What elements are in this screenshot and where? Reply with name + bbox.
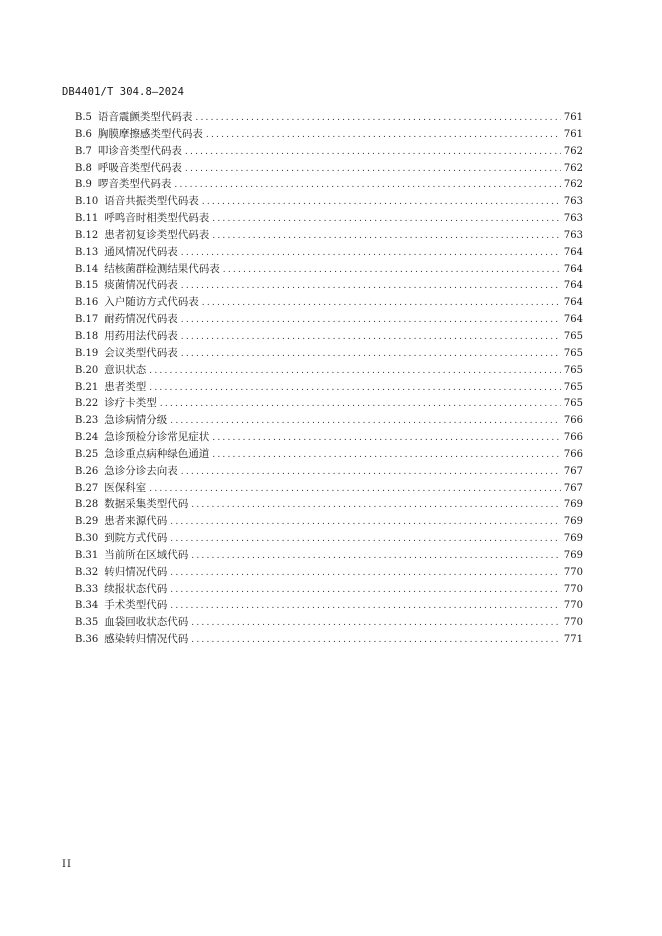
- toc-leader-dots: [212, 450, 561, 460]
- toc-entry-title: 到院方式代码: [104, 532, 168, 545]
- toc-entry-number: B.31: [75, 549, 99, 561]
- toc-entry-number: B.24: [75, 432, 99, 444]
- toc-entry-number: B.13: [75, 246, 99, 258]
- toc-entry[interactable]: [75, 176, 583, 193]
- toc-leader-dots: [191, 618, 561, 628]
- toc-entry-number: B.34: [75, 600, 99, 612]
- toc-entry-number: B.15: [75, 280, 99, 292]
- toc-leader-dots: [174, 180, 561, 190]
- table-of-contents: [75, 109, 583, 648]
- toc-entry[interactable]: [75, 597, 583, 614]
- toc-entry[interactable]: [75, 244, 583, 261]
- toc-entry-number: B.35: [75, 617, 99, 629]
- toc-entry[interactable]: [75, 345, 583, 362]
- toc-entry[interactable]: [75, 294, 583, 311]
- toc-entry[interactable]: [75, 496, 583, 513]
- toc-entry[interactable]: [75, 328, 583, 345]
- toc-entry-number: B.22: [75, 398, 99, 410]
- toc-entry[interactable]: [75, 614, 583, 631]
- toc-entry-title: 急诊病情分级: [104, 414, 168, 427]
- toc-entry-title: 诊疗卡类型: [104, 397, 157, 410]
- toc-entry-title: 结核菌群检测结果代码表: [104, 262, 220, 275]
- toc-entry-page: 763: [563, 213, 583, 225]
- toc-leader-dots: [170, 585, 561, 595]
- toc-entry[interactable]: [75, 210, 583, 227]
- toc-entry-page: 770: [563, 566, 583, 578]
- toc-entry-number: B.23: [75, 415, 99, 427]
- toc-entry-number: B.33: [75, 583, 99, 595]
- toc-leader-dots: [170, 517, 561, 527]
- toc-entry-number: B.29: [75, 516, 99, 528]
- toc-entry-page: 763: [563, 229, 583, 241]
- toc-entry-title: 急诊重点病种绿色通道: [104, 447, 210, 460]
- toc-entry-page: 765: [563, 398, 583, 410]
- toc-entry-title: 耐药情况代码表: [104, 313, 178, 326]
- toc-entry-page: 767: [563, 482, 583, 494]
- toc-entry[interactable]: [75, 412, 583, 429]
- toc-entry-page: 762: [563, 145, 583, 157]
- toc-entry-title: 啰音类型代码表: [97, 178, 172, 191]
- toc-leader-dots: [149, 366, 561, 376]
- toc-entry-page: 765: [563, 381, 583, 393]
- toc-leader-dots: [195, 113, 561, 123]
- toc-entry[interactable]: [75, 143, 583, 160]
- toc-entry-title: 通风情况代码表: [104, 245, 178, 258]
- toc-entry-number: B.18: [75, 330, 99, 342]
- toc-entry-page: 761: [563, 112, 583, 123]
- toc-entry-number: B.28: [75, 499, 99, 511]
- toc-entry-page: 769: [563, 549, 583, 561]
- document-standard-number: DB4401/T 304.8—2024: [62, 86, 185, 98]
- toc-entry-number: B.20: [75, 364, 99, 376]
- toc-entry[interactable]: [75, 109, 583, 126]
- toc-entry-page: 762: [563, 162, 583, 174]
- toc-leader-dots: [223, 265, 561, 275]
- toc-entry-title: 数据采集类型代码: [104, 498, 189, 511]
- toc-entry-title: 用药用法代码表: [104, 329, 178, 342]
- toc-entry[interactable]: [75, 547, 583, 564]
- toc-entry-page: 765: [563, 347, 583, 359]
- toc-entry-number: B.7: [75, 145, 92, 157]
- toc-entry-page: 764: [563, 246, 583, 258]
- toc-entry[interactable]: [75, 362, 583, 379]
- toc-entry-page: 764: [563, 280, 583, 292]
- toc-entry-page: 763: [563, 196, 583, 208]
- toc-entry[interactable]: [75, 379, 583, 396]
- toc-leader-dots: [181, 315, 561, 325]
- toc-leader-dots: [191, 635, 561, 645]
- toc-leader-dots: [170, 416, 561, 426]
- toc-entry[interactable]: [75, 395, 583, 412]
- toc-leader-dots: [181, 248, 561, 258]
- toc-entry-title: 患者初复诊类型代码表: [104, 228, 210, 241]
- toc-leader-dots: [202, 197, 561, 207]
- toc-entry[interactable]: [75, 564, 583, 581]
- toc-entry-page: 766: [563, 415, 583, 427]
- toc-entry-number: B.36: [75, 634, 99, 646]
- toc-leader-dots: [212, 214, 561, 224]
- toc-entry-number: B.19: [75, 347, 99, 359]
- toc-leader-dots: [170, 601, 561, 611]
- toc-entry[interactable]: [75, 463, 583, 480]
- toc-leader-dots: [149, 383, 561, 393]
- toc-entry-page: 762: [563, 179, 583, 191]
- toc-entry-title: 胸膜摩擦感类型代码表: [97, 127, 203, 140]
- toc-leader-dots: [212, 433, 561, 443]
- toc-entry-page: 770: [563, 617, 583, 629]
- toc-entry-number: B.32: [75, 566, 99, 578]
- toc-entry-number: B.30: [75, 533, 99, 545]
- toc-entry-title: 患者来源代码: [104, 515, 168, 528]
- toc-entry-page: 767: [563, 465, 583, 477]
- toc-leader-dots: [212, 231, 561, 241]
- toc-leader-dots: [185, 164, 561, 174]
- toc-entry[interactable]: [75, 126, 583, 143]
- toc-entry-page: 771: [563, 634, 583, 646]
- toc-leader-dots: [191, 500, 561, 510]
- toc-entry-number: B.11: [75, 213, 99, 225]
- toc-entry-number: B.17: [75, 314, 99, 326]
- toc-entry-title: 医保科室: [104, 481, 147, 494]
- page-number-roman: II: [62, 859, 72, 870]
- toc-entry-page: 769: [563, 499, 583, 511]
- toc-entry[interactable]: [75, 446, 583, 463]
- toc-entry-number: B.12: [75, 229, 99, 241]
- toc-entry-title: 语音震颤类型代码表: [97, 111, 193, 123]
- toc-entry-title: 呼吸音类型代码表: [97, 161, 182, 174]
- toc-entry-title: 当前所在区域代码: [104, 548, 189, 561]
- toc-entry[interactable]: [75, 631, 583, 648]
- toc-entry-page: 769: [563, 516, 583, 528]
- toc-entry[interactable]: [75, 193, 583, 210]
- toc-entry-title: 感染转归情况代码: [104, 633, 189, 646]
- toc-leader-dots: [170, 534, 561, 544]
- toc-entry-title: 患者类型: [104, 380, 147, 393]
- toc-entry-number: B.14: [75, 263, 99, 275]
- toc-entry-page: 766: [563, 432, 583, 444]
- toc-entry-title: 急诊分诊去向表: [104, 464, 178, 477]
- toc-entry-title: 呼鸣音时相类型代码表: [104, 212, 210, 225]
- toc-leader-dots: [160, 399, 561, 409]
- toc-leader-dots: [181, 467, 561, 477]
- toc-entry-page: 764: [563, 297, 583, 309]
- toc-leader-dots: [191, 551, 561, 561]
- toc-entry-title: 续报状态代码: [104, 582, 168, 595]
- toc-entry-page: 770: [563, 600, 583, 612]
- toc-entry-number: B.9: [75, 179, 92, 191]
- toc-entry-title: 手术类型代码: [104, 599, 168, 612]
- toc-entry-number: B.16: [75, 297, 99, 309]
- toc-leader-dots: [202, 298, 561, 308]
- toc-entry[interactable]: [75, 227, 583, 244]
- toc-entry-page: 765: [563, 364, 583, 376]
- toc-entry-number: B.26: [75, 465, 99, 477]
- toc-entry[interactable]: [75, 160, 583, 177]
- toc-leader-dots: [181, 281, 561, 291]
- toc-entry[interactable]: [75, 581, 583, 598]
- toc-leader-dots: [206, 130, 561, 140]
- toc-entry[interactable]: [75, 429, 583, 446]
- toc-entry-title: 入户随访方式代码表: [104, 296, 199, 309]
- toc-entry-number: B.27: [75, 482, 99, 494]
- toc-entry-page: 770: [563, 583, 583, 595]
- toc-entry-number: B.8: [75, 162, 92, 174]
- toc-entry-page: 766: [563, 448, 583, 460]
- toc-entry[interactable]: [75, 530, 583, 547]
- toc-entry[interactable]: [75, 261, 583, 278]
- toc-entry[interactable]: [75, 480, 583, 497]
- toc-entry-title: 会议类型代码表: [104, 346, 178, 359]
- toc-entry-page: 765: [563, 330, 583, 342]
- toc-entry-title: 急诊预检分诊常见症状: [104, 431, 210, 444]
- toc-entry-title: 转归情况代码: [104, 565, 168, 578]
- toc-entry-page: 769: [563, 533, 583, 545]
- toc-leader-dots: [185, 147, 561, 157]
- toc-entry-page: 764: [563, 263, 583, 275]
- toc-entry-title: 语音共振类型代码表: [104, 195, 199, 208]
- toc-entry-title: 血袋回收状态代码: [104, 616, 189, 629]
- toc-entry[interactable]: [75, 277, 583, 294]
- toc-entry-number: B.25: [75, 448, 99, 460]
- toc-entry-number: B.10: [75, 196, 99, 208]
- toc-leader-dots: [181, 332, 561, 342]
- toc-leader-dots: [149, 484, 561, 494]
- toc-entry-title: 意识状态: [104, 363, 147, 376]
- toc-entry-number: B.5: [75, 112, 92, 123]
- toc-entry-title: 痰菌情况代码表: [104, 279, 178, 292]
- toc-entry-number: B.6: [75, 128, 92, 140]
- toc-entry-title: 叩诊音类型代码表: [97, 144, 182, 157]
- toc-entry-number: B.21: [75, 381, 99, 393]
- toc-entry[interactable]: [75, 513, 583, 530]
- toc-entry[interactable]: [75, 311, 583, 328]
- toc-leader-dots: [181, 349, 561, 359]
- toc-entry-page: 761: [563, 128, 583, 140]
- toc-leader-dots: [170, 568, 561, 578]
- toc-entry-page: 764: [563, 314, 583, 326]
